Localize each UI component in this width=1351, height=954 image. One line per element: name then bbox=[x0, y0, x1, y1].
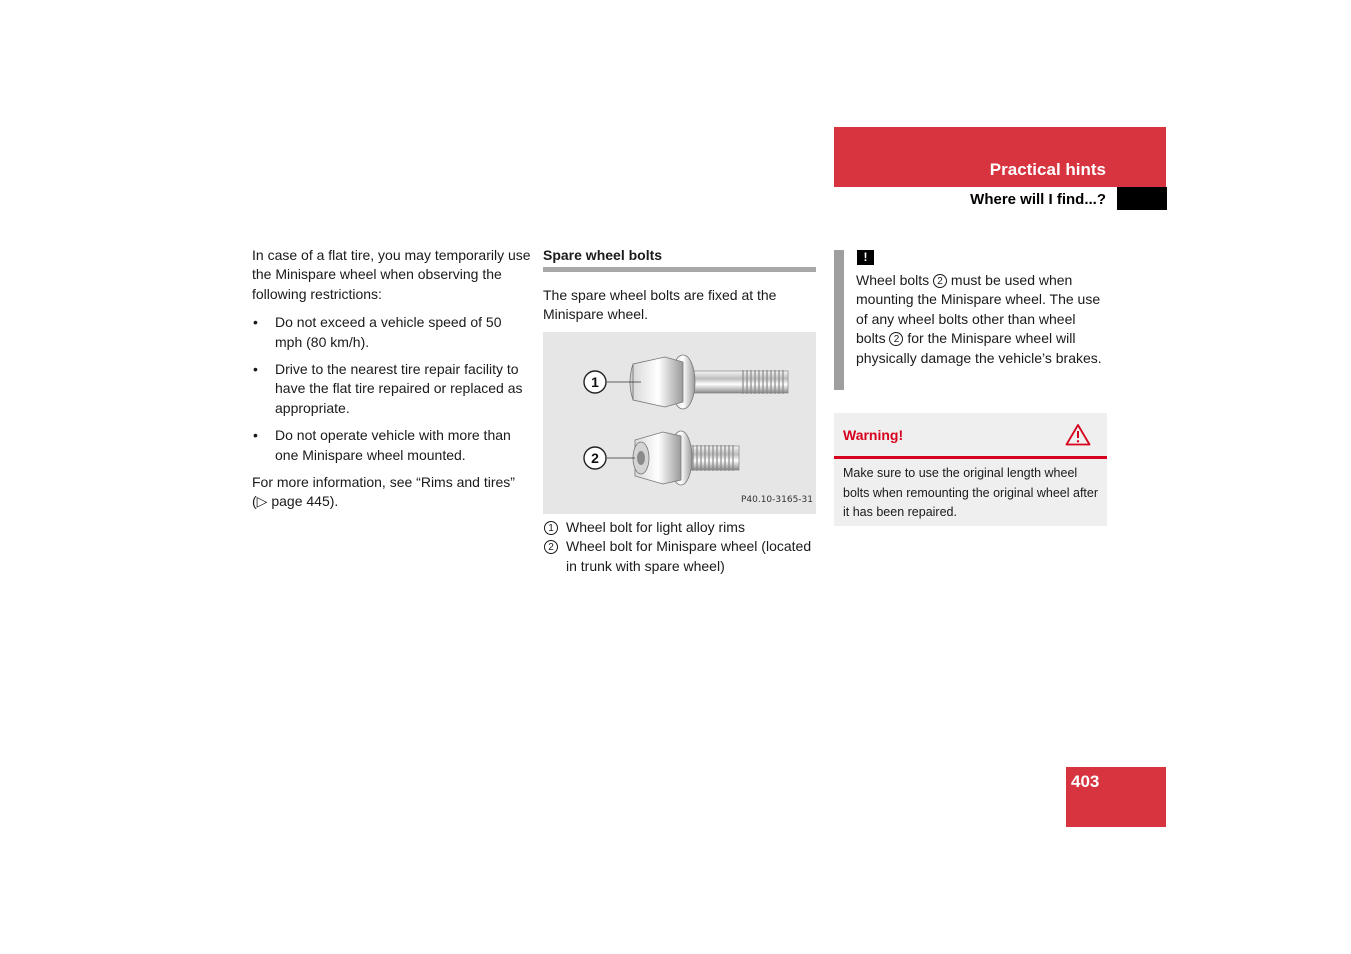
warning-triangle-icon bbox=[1065, 423, 1091, 446]
restrictions-list bbox=[252, 313, 532, 465]
notice-bar bbox=[834, 250, 844, 390]
notice-text-3: for the Minispare wheel will physically damage the vehicle’s brakes. bbox=[856, 330, 1102, 366]
column-restrictions bbox=[252, 246, 532, 512]
callout-2-label: 2 bbox=[591, 449, 599, 466]
subsection-heading: Spare wheel bolts bbox=[543, 246, 816, 272]
list-item bbox=[252, 426, 532, 465]
list-item bbox=[252, 313, 532, 352]
legend-text: Wheel bolt for light alloy rims bbox=[566, 518, 745, 535]
warning-header bbox=[834, 413, 1107, 459]
bolt-light-alloy bbox=[630, 355, 788, 409]
legend-text: Wheel bolt for Minispare wheel (located in trunk with spare wheel) bbox=[566, 538, 812, 574]
page-arrow-icon: ▷ bbox=[256, 493, 268, 510]
warning-text: Make sure to use the original length wheel bolts when remounting the original wheel after it has been repaired. bbox=[843, 466, 1099, 519]
page-number: 403 bbox=[1071, 772, 1100, 791]
bullet: • bbox=[253, 427, 258, 444]
legend-number: 2 bbox=[544, 540, 558, 554]
notice-text-2: must be used when mounting the Minispare wheel. The use of any wheel bolts other than wheel bolts bbox=[856, 272, 1101, 347]
restrictions-intro: In case of a flat tire, you may temporarily use the Minispare wheel when observing the following restrictions: bbox=[252, 247, 531, 302]
legend-item bbox=[543, 537, 816, 576]
more-info-link[interactable]: page 445). bbox=[267, 493, 339, 510]
figure-legend bbox=[543, 518, 816, 576]
callout-1-label: 1 bbox=[591, 373, 599, 390]
header-black-tab bbox=[1117, 187, 1167, 210]
notice-text bbox=[856, 271, 1108, 368]
bullet: • bbox=[253, 314, 258, 331]
bullet: • bbox=[253, 361, 258, 378]
exclamation-icon: ! bbox=[857, 250, 874, 265]
wheel-bolts-figure bbox=[543, 332, 816, 514]
legend-number: 1 bbox=[544, 521, 558, 535]
warning-title: Warning! bbox=[843, 427, 904, 443]
section-title: Practical hints bbox=[989, 160, 1106, 179]
list-item-text: Do not operate vehicle with more than one Minispare wheel mounted. bbox=[275, 427, 511, 463]
bolt-minispare bbox=[633, 431, 739, 485]
list-item-text: Do not exceed a vehicle speed of 50 mph (80 km/h). bbox=[275, 314, 502, 350]
section-subtitle: Where will I find...? bbox=[970, 191, 1106, 208]
ref-number: 2 bbox=[889, 332, 903, 346]
figure-code: P40.10-3165-31 bbox=[740, 495, 813, 506]
column-spare-wheel-bolts bbox=[543, 246, 816, 576]
wheel-bolts-illustration bbox=[543, 332, 816, 514]
more-info bbox=[252, 473, 532, 512]
ref-number: 2 bbox=[933, 274, 947, 288]
notice-text-1: Wheel bolts bbox=[856, 272, 934, 288]
bolts-intro: The spare wheel bolts are fixed at the Minispare wheel. bbox=[543, 287, 777, 323]
legend-item bbox=[543, 518, 816, 537]
list-item bbox=[252, 360, 532, 418]
list-item-text: Drive to the nearest tire repair facility to have the flat tire repaired or replaced as appropriate. bbox=[275, 361, 523, 416]
more-info-prefix: For more information, see “Rims and tires” ( bbox=[252, 474, 515, 510]
warning-box bbox=[834, 413, 1107, 526]
